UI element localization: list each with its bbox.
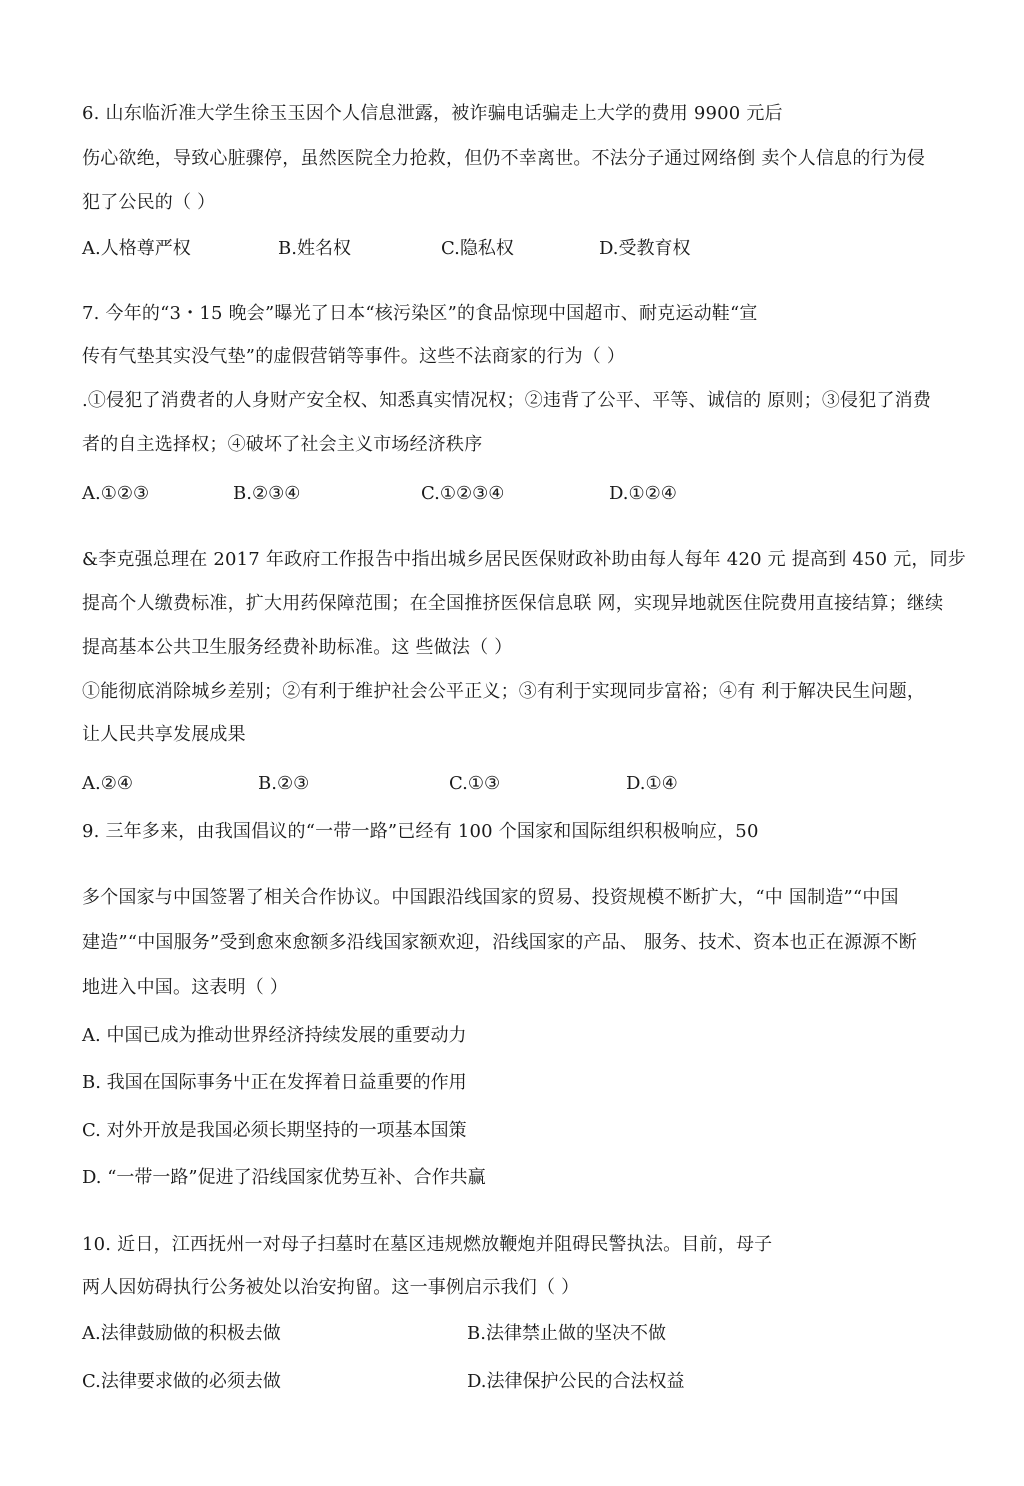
question-7-option-d: D.①②④ [609,483,677,504]
question-10-stem-line-1: 10. 近日，江西抚州一对母子扫墓时在墓区违规燃放鞭炮并阻碍民警执法。目前，母子 [82,1234,773,1255]
question-9-option-c: C. 对外开放是我国必须长期坚持的一项基本国策 [82,1120,467,1141]
question-10-option-b: B.法律禁止做的坚决不做 [467,1323,666,1344]
question-9-stem-line-1: 9. 三年多来，由我国倡议的“一带一路”已经有 100 个国家和国际组织积极响应，50 [82,821,759,842]
question-10-option-c: C.法律要求做的必须去做 [82,1371,281,1392]
question-10-option-d: D.法律保护公民的合法权益 [467,1371,685,1392]
question-8-option-a: A.②④ [82,773,133,794]
question-6-option-a: A.人格尊严权 [82,238,191,259]
question-9-option-a: A. 中国已成为推动世界经济持续发展的重要动力 [82,1025,467,1046]
question-7-option-c: C.①②③④ [421,483,505,504]
question-7-stem-line-4: 者的自主选择权；④破坏了社会主义市场经济秩序 [82,434,483,455]
question-9-option-d: D. “一带一路”促进了沿线国家优势互补、合作共赢 [82,1167,486,1188]
question-6-option-d: D.受教育权 [599,238,691,259]
question-6-stem-line-1: 6. 山东临沂准大学生徐玉玉因个人信息泄露，被诈骗电话骗走上大学的费用 9900 元后 [82,103,783,124]
question-8-option-b: B.②③ [258,773,310,794]
question-6-option-c: C.隐私权 [441,238,514,259]
question-7-option-a: A.①②③ [82,483,150,504]
question-8-stem-line-3: 提高基本公共卫生服务经费补助标准。这 些做法（ ） [82,637,513,658]
question-6-stem-line-2: 伤心欲绝，导致心脏骤停，虽然医院全力抢救，但仍不幸离世。不法分子通过网络倒 卖个人信息的行为侵 [82,148,926,169]
question-9-stem-line-3: 建造”“中国服务”受到愈來愈额多沿线国家额欢迎，沿线国家的产品、 服务、技术、资本也正在源源不断 [82,932,917,953]
question-9-stem-line-2: 多个国家与中国签署了相关合作协议。中国跟沿线国家的贸易、投资规模不断扩大，“中 国制造”“中国 [82,887,899,908]
question-8-stem-line-1: &李克强总理在 2017 年政府工作报告中指出城乡居民医保财政补助由每人每年 420 元 提高到 450 元，同步 [82,549,966,570]
question-8-stem-line-5: 让人民共享发展成果 [82,724,246,745]
question-7-option-b: B.②③④ [233,483,301,504]
question-8-option-c: C.①③ [449,773,501,794]
question-8-option-d: D.①④ [626,773,678,794]
question-10-option-a: A.法律鼓励做的积极去做 [82,1323,281,1344]
question-7-stem-line-1: 7. 今年的“3・15 晚会”曝光了日本“核污染区”的食品惊现中国超市、耐克运动鞋“宣 [82,303,758,324]
question-10-stem-line-2: 两人因妨碍执行公务被处以治安拘留。这一事例启示我们（ ） [82,1277,580,1298]
question-8-stem-line-2: 提高个人缴费标准，扩大用药保障范围；在全国推挤医保信息联 网，实现异地就医住院费用直接结算；继续 [82,593,944,614]
question-6-stem-line-3: 犯了公民的（ ） [82,192,216,213]
question-7-stem-line-2: 传有气垫其实没气垫”的虚假营销等事件。这些不法商家的行为（ ） [82,346,626,367]
question-6-option-b: B.姓名权 [278,238,351,259]
question-8-stem-line-4: ①能彻底消除城乡差别；②有利于维护社会公平正义；③有利于实现同步富裕；④有 利于解决民生问题， [82,681,926,702]
question-9-option-b: B. 我国在国际事务屮正在发挥着日益重要的作用 [82,1072,467,1093]
question-7-stem-line-3: .①侵犯了消费者的人身财产安全权、知悉真实情况权；②违背了公平、平等、诚信的 原则；③侵犯了消费 [82,390,932,411]
question-9-stem-line-4: 地进入中国。这表明（ ） [82,977,289,998]
